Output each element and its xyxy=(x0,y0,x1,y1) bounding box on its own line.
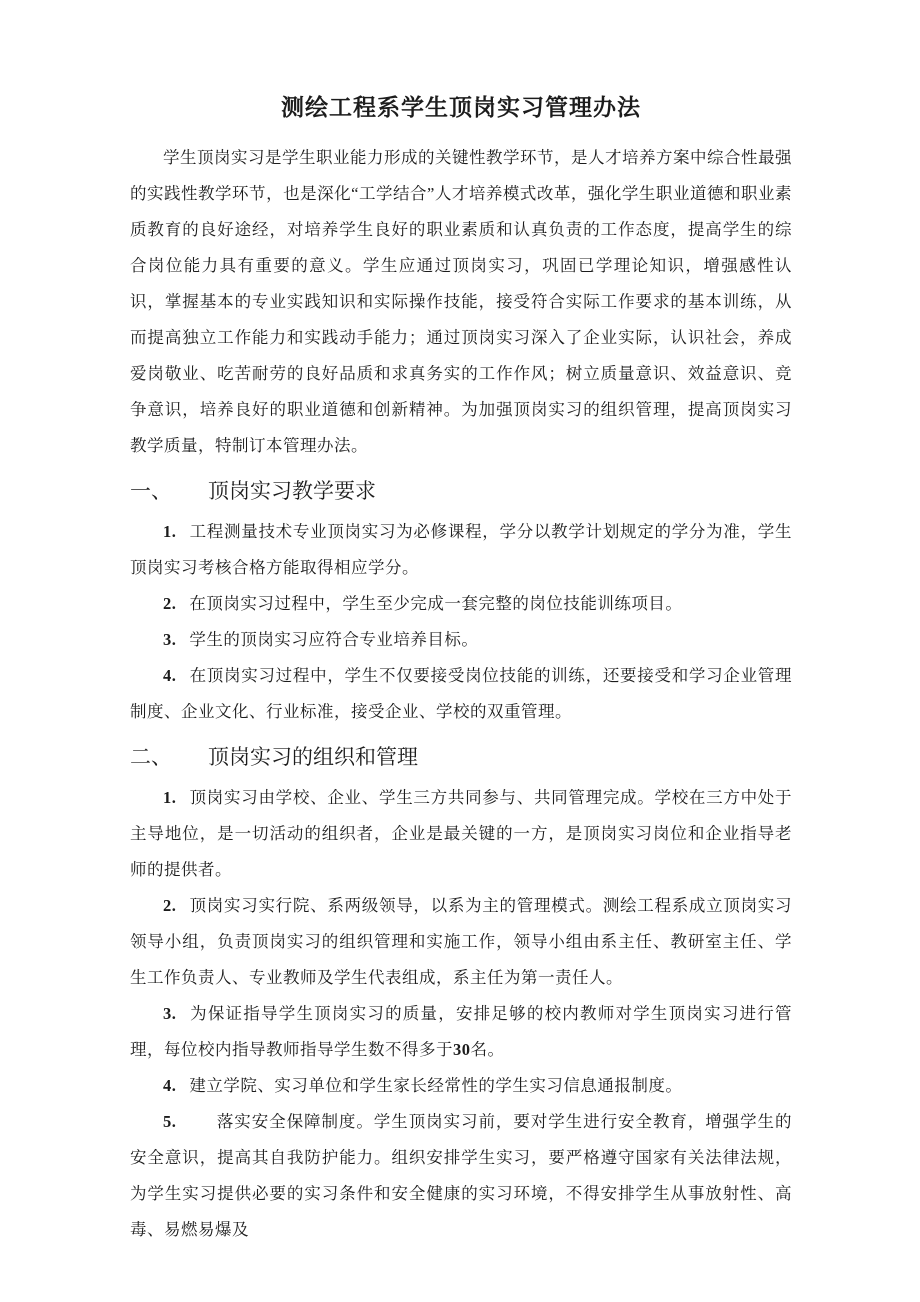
item-number: 3. xyxy=(163,1004,177,1023)
page-title: 测绘工程系学生顶岗实习管理办法 xyxy=(281,95,641,120)
list-item xyxy=(130,1068,792,1104)
item-text: 学生的顶岗实习应符合专业培养目标。 xyxy=(189,630,479,649)
item-text: 顶岗实习实行院、系两级领导，以系为主的管理模式。测绘工程系成立顶岗实习领导小组，负责顶岗实习的组织管理和实施工作，领导小组由系主任、教研室主任、学生工作负责人、专业教师及学生代表组成，系主任为第一责任人。 xyxy=(130,896,792,987)
item-number: 4. xyxy=(163,666,177,685)
section-number: 一、 xyxy=(130,479,172,503)
list-item xyxy=(130,780,792,888)
item-number: 5. xyxy=(163,1112,177,1131)
list-item xyxy=(130,658,792,730)
item-number: 1. xyxy=(163,522,177,541)
intro-paragraph: 学生顶岗实习是学生职业能力形成的关键性教学环节，是人才培养方案中综合性最强的实践性教学环节，也是深化“工学结合”人才培养模式改革，强化学生职业道德和职业素质教育的良好途经，对培养学生良好的职业素质和认真负责的工作态度，提高学生的综合岗位能力具有重要的意义。学生应通过顶岗实习，巩固已学理论知识，增强感性认识，掌握基本的专业实践知识和实际操作技能，接受符合实际工作要求的基本训练，从而提高独立工作能力和实践动手能力；通过顶岗实习深入了企业实际，认识社会，养成爱岗敬业、吃苦耐劳的良好品质和求真务实的工作作风；树立质量意识、效益意识、竞争意识，培养良好的职业道德和创新精神。为加强顶岗实习的组织管理，提高顶岗实习教学质量，特制订本管理办法。 xyxy=(130,148,792,455)
item-bold-text: 30 xyxy=(453,1040,471,1059)
list-item xyxy=(130,996,792,1068)
item-number: 1. xyxy=(163,788,177,807)
item-number: 2. xyxy=(163,594,177,613)
list-item xyxy=(130,514,792,586)
list-item xyxy=(130,586,792,622)
list-item xyxy=(130,1104,792,1248)
item-number: 4. xyxy=(163,1076,177,1095)
section-title: 顶岗实习教学要求 xyxy=(208,479,376,503)
item-text: 名。 xyxy=(470,1040,505,1059)
list-item xyxy=(130,888,792,996)
section-number: 二、 xyxy=(130,745,172,769)
item-text: 为保证指导学生顶岗实习的质量，安排足够的校内教师对学生顶岗实习进行管理，每位校内指导教师指导学生数不得多于 xyxy=(130,1004,792,1059)
section-heading xyxy=(130,738,792,776)
item-number: 3. xyxy=(163,630,177,649)
list-item xyxy=(130,622,792,658)
item-text: 建立学院、实习单位和学生家长经常性的学生实习信息通报制度。 xyxy=(189,1076,683,1095)
sections xyxy=(130,472,792,1248)
item-text: 工程测量技术专业顶岗实习为必修课程，学分以教学计划规定的学分为准，学生顶岗实习考核合格方能取得相应学分。 xyxy=(130,522,792,577)
item-text: 在顶岗实习过程中，学生至少完成一套完整的岗位技能训练项目。 xyxy=(189,594,683,613)
section-heading xyxy=(130,472,792,510)
item-text: 顶岗实习由学校、企业、学生三方共同参与、共同管理完成。学校在三方中处于主导地位，是一切活动的组织者，企业是最关键的一方，是顶岗实习岗位和企业指导老师的提供者。 xyxy=(130,788,792,879)
item-text: 落实安全保障制度。学生顶岗实习前，要对学生进行安全教育，增强学生的安全意识，提高其自我防护能力。组织安排学生实习，要严格遵守国家有关法律法规，为学生实习提供必要的实习条件和安全健康的实习环境，不得安排学生从事放射性、高毒、易燃易爆及 xyxy=(130,1112,792,1239)
section-title: 顶岗实习的组织和管理 xyxy=(208,745,418,769)
item-number: 2. xyxy=(163,896,177,915)
item-text: 在顶岗实习过程中，学生不仅要接受岗位技能的训练，还要接受和学习企业管理制度、企业文化、行业标准，接受企业、学校的双重管理。 xyxy=(130,666,792,721)
